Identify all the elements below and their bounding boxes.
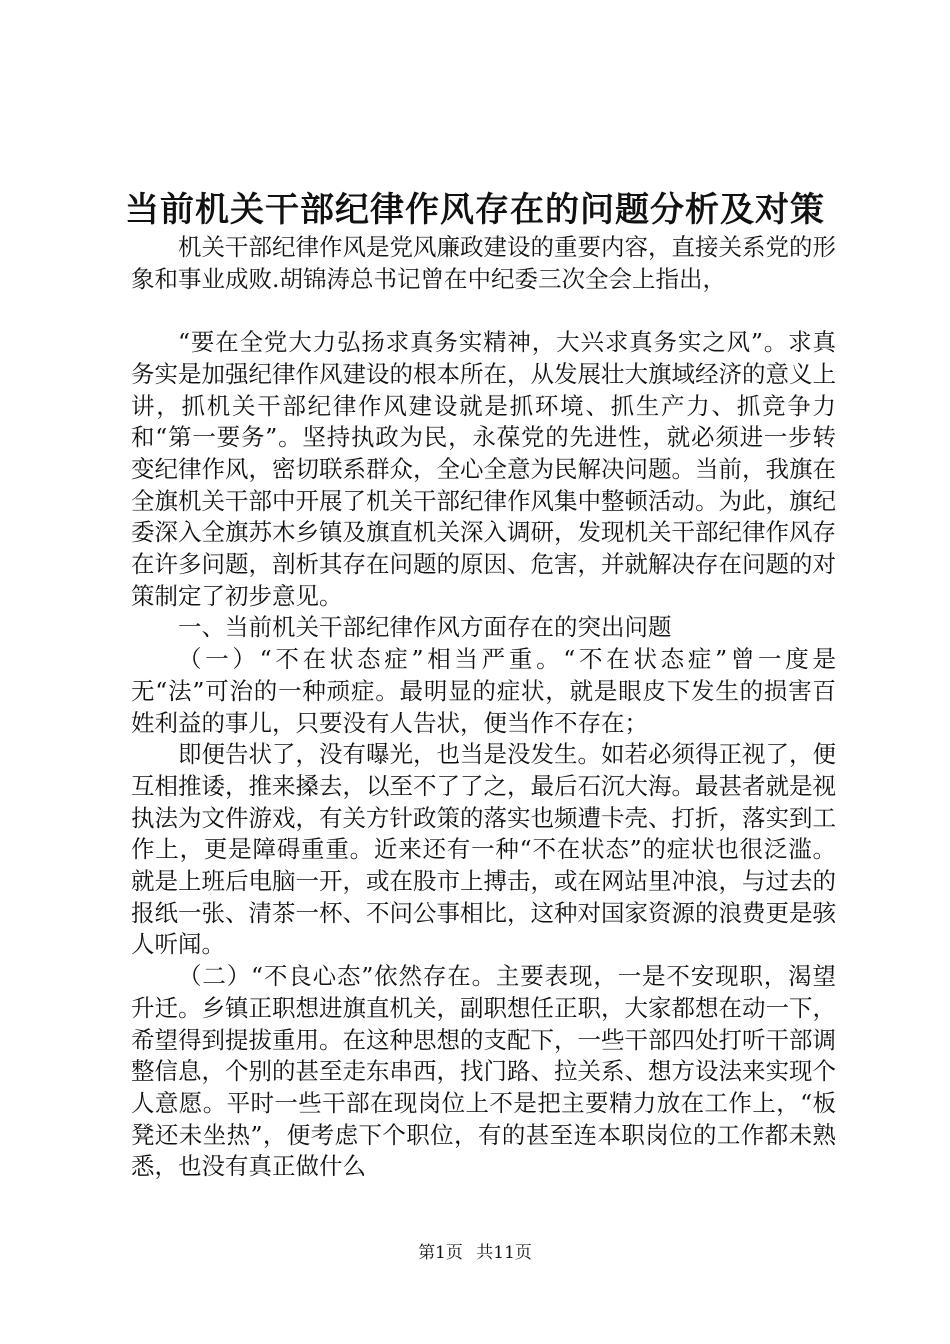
paragraph-point-1-cont: 即便告状了，没有曝光，也当是没发生。如若必须得正视了，便互相推诿，推来搡去，以至不了了之，最后石沉大海。最甚者就是视执法为文件游戏，有关方针政策的落实也频遭卡壳、打折，落实到工作上，更是障碍重重。近来还有一种“不在状态”的症状也很泛滥。就是上班后电脑一开，或在股市上搏击，或在网站里冲浪，与过去的报纸一张、清茶一杯、不问公事相比，这种对国家资源的浪费更是骇人听闻。: [131, 740, 836, 959]
section-heading: 一、当前机关干部纪律作风方面存在的突出问题: [178, 613, 672, 642]
page-number: 第1页: [418, 1243, 463, 1263]
paragraph-point-2: （二）“不良心态”依然存在。主要表现，一是不安现职，渴望升迁。乡镇正职想进旗直机关，副职想任正职，大家都想在动一下，希望得到提拔重用。在这种思想的支配下，一些干部四处打听干部调整信息，个别的甚至走东串西，找门路、拉关系、想方设法来实现个人意愿。平时一些干部在现岗位上不是把主要精力放在工作上，“板凳还未坐热”，便考虑下个职位，有的甚至连本职岗位的工作都未熟悉，也没有真正做什么: [131, 962, 836, 1181]
document-body: [131, 232, 836, 1183]
paragraph-intro: 机关干部纪律作风是党风廉政建设的重要内容，直接关系党的形象和事业成败.胡锦涛总书记曾在中纪委三次全会上指出，: [131, 233, 836, 293]
page-title: 当前机关干部纪律作风存在的问题分析及对策: [125, 190, 825, 230]
paragraph-quote: “要在全党大力弘扬求真务实精神，大兴求真务实之风”。求真务实是加强纪律作风建设的根本所在，从发展壮大旗域经济的意义上讲，抓机关干部纪律作风建设就是抓环境、抓生产力、抓竞争力和“第一要务”。坚持执政为民，永葆党的先进性，就必须进一步转变纪律作风，密切联系群众，全心全意为民解决问题。当前，我旗在全旗机关干部中开展了机关干部纪律作风集中整顿活动。为此，旗纪委深入全旗苏木乡镇及旗直机关深入调研，发现机关干部纪律作风存在许多问题，剖析其存在问题的原因、危害，并就解决存在问题的对策制定了初步意见。: [131, 328, 836, 610]
paragraph-point-1: （一）“不在状态症”相当严重。“不在状态症”曾一度是无“法”可治的一种顽症。最明显的症状，就是眼皮下发生的损害百姓利益的事儿，只要没有人告状，便当作不存在；: [131, 645, 836, 737]
page-total: 共11页: [476, 1243, 532, 1263]
page-footer: [0, 1241, 950, 1265]
